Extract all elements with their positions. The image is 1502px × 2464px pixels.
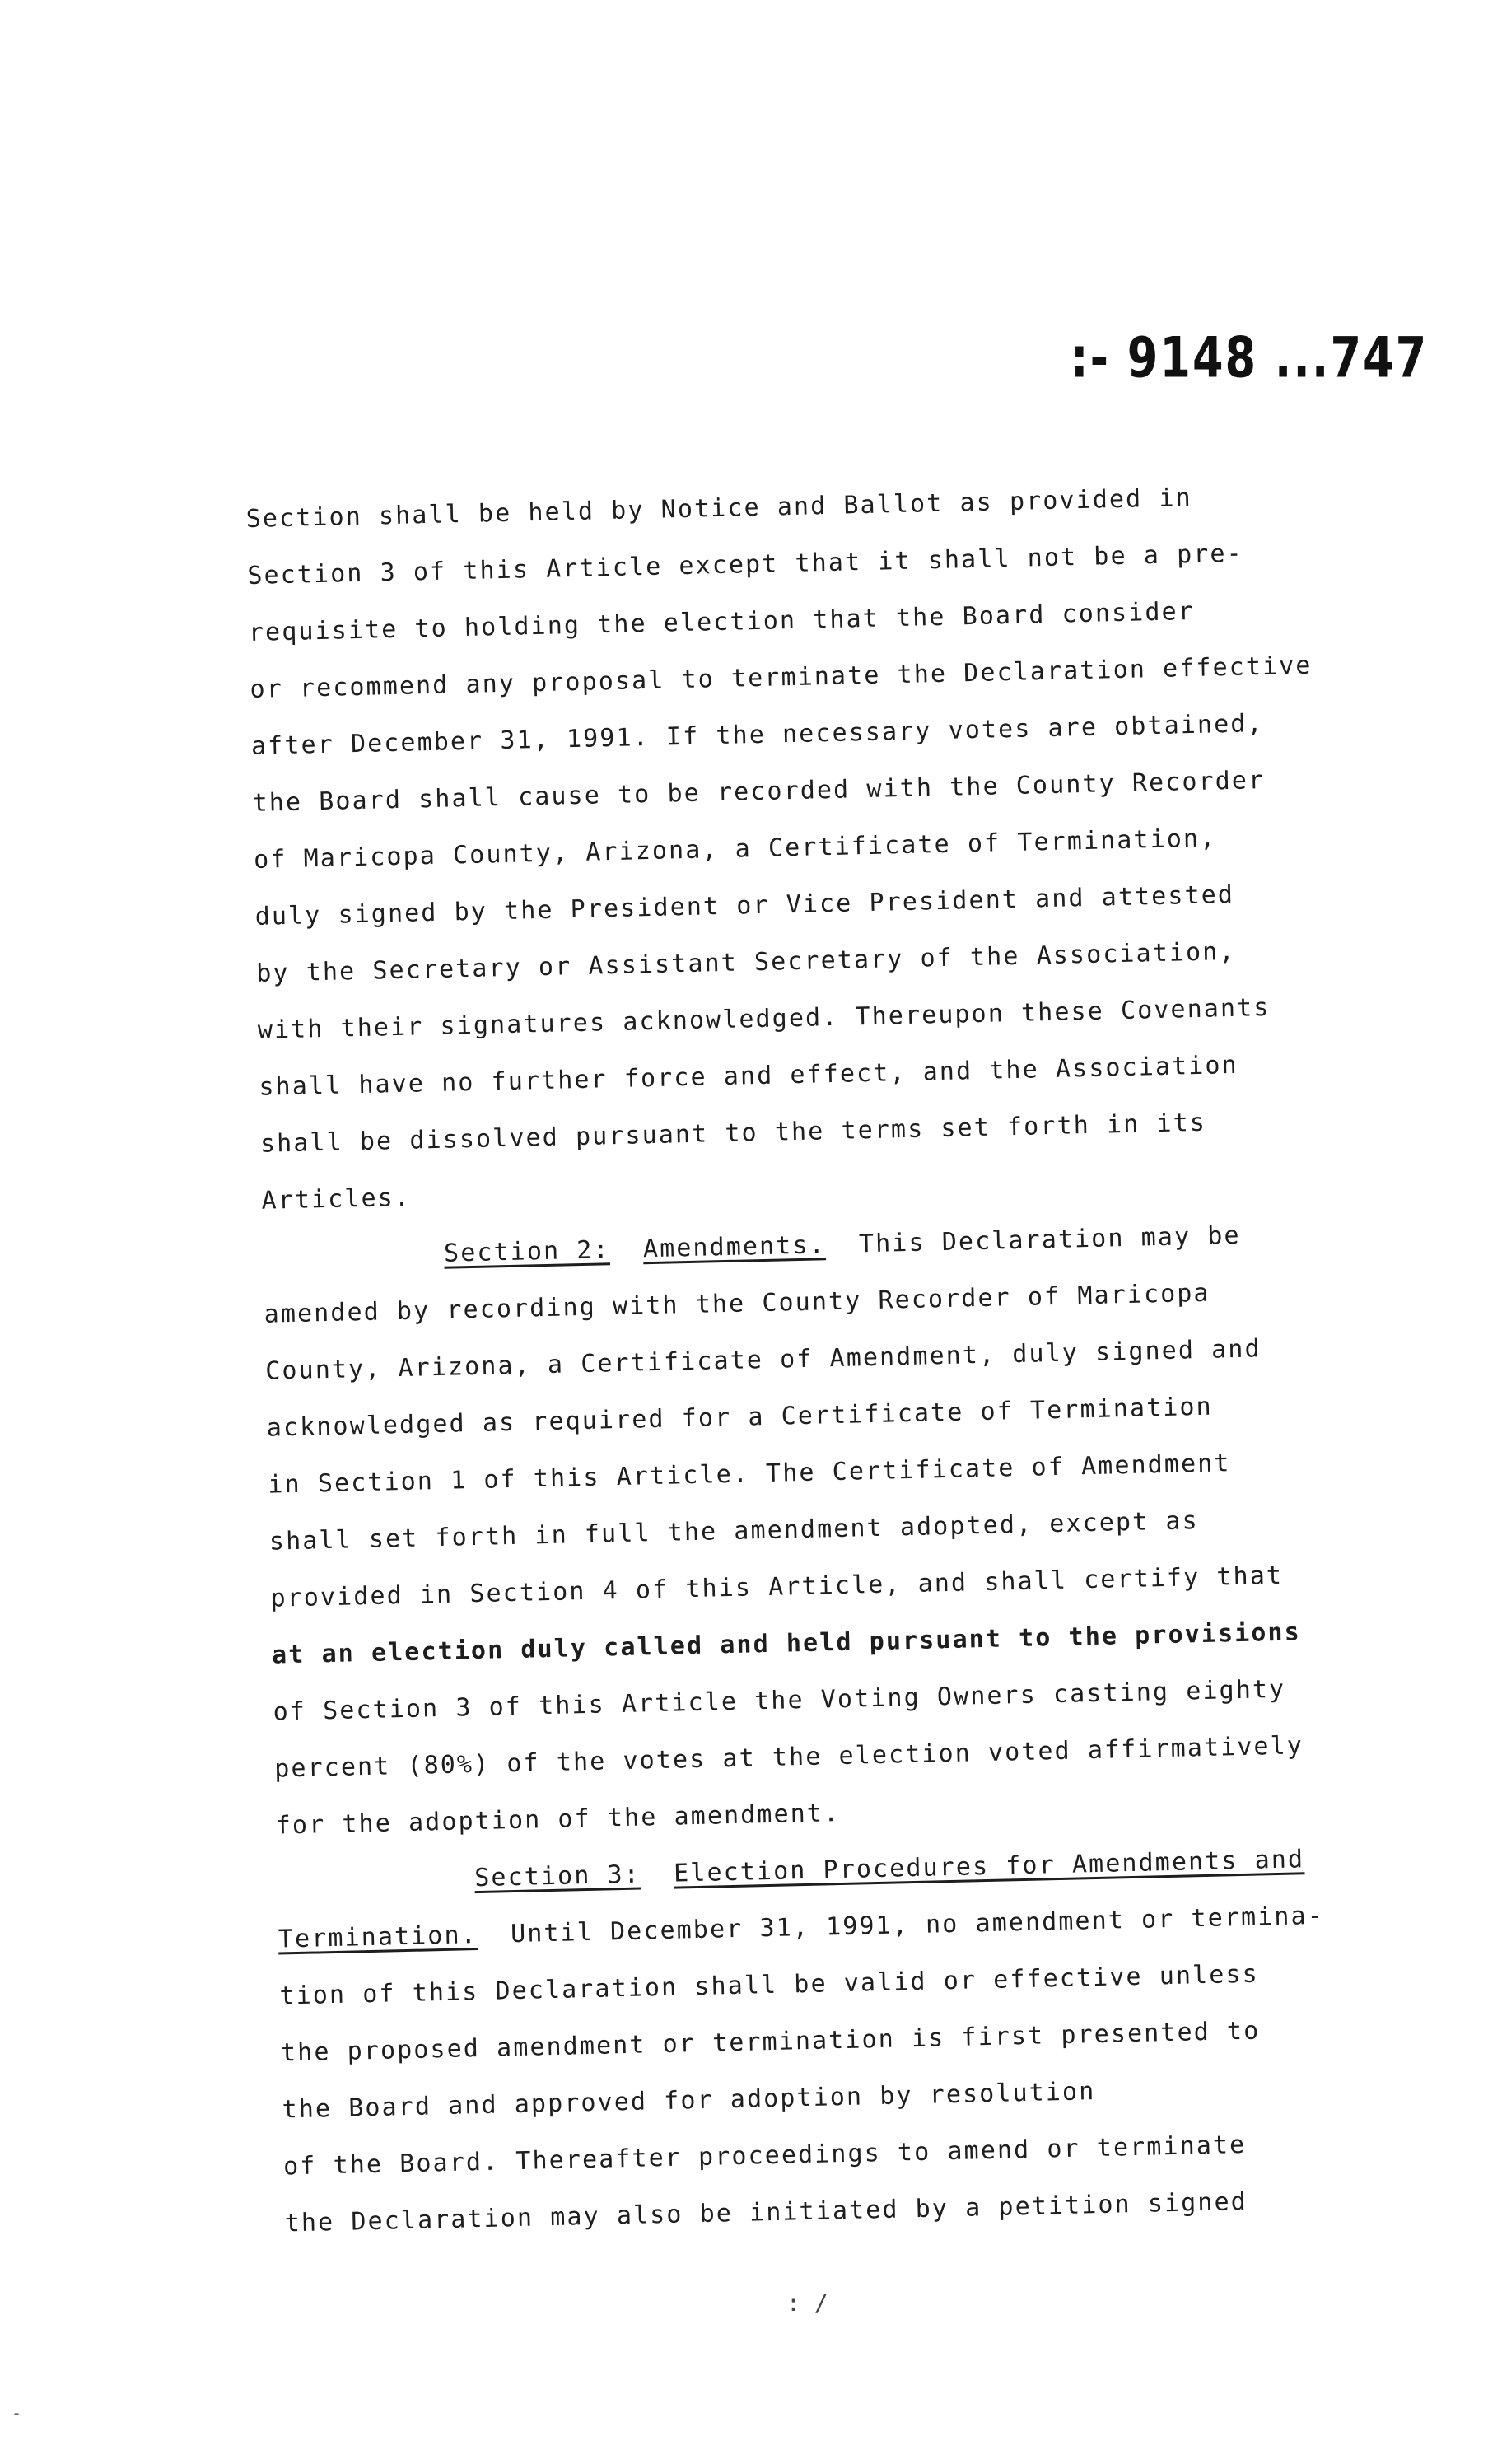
text-line: percent (80%) of the votes at the election voted affirmatively [273, 1731, 1304, 1784]
section-3-title-cont: Termination. [278, 1920, 478, 1954]
text-line: of Maricopa County, Arizona, a Certificate of Termination, [253, 824, 1217, 875]
text-line: amended by recording with the County Recorder of Maricopa [264, 1278, 1211, 1329]
text-line: shall have no further force and effect, and the Association [259, 1050, 1239, 1102]
text-line: after December 31, 1991. If the necessary votes are obtained, [250, 709, 1264, 761]
text-line: or recommend any proposal to terminate the Declaration effective [250, 651, 1313, 704]
text-line: the proposed amendment or termination is first presented to [280, 2016, 1261, 2068]
text-line: shall set forth in full the amendment adopted, except as [268, 1506, 1200, 1556]
text-line: duly signed by the President or Vice President and attested [254, 880, 1235, 931]
section-3-heading: Section 3: [473, 1860, 641, 1893]
text-line: acknowledged as required for a Certificate of Termination [266, 1392, 1214, 1443]
body-text [245, 465, 1405, 2252]
text-line: the Declaration may also be initiated by a petition signed [284, 2186, 1248, 2238]
text-line: with their signatures acknowledged. Thereupon these Covenants [257, 992, 1271, 1045]
text-line: requisite to holding the election that the Board consider [248, 596, 1196, 647]
section-2-first-line: This Declaration may be [858, 1220, 1242, 1259]
footer-mark: : / [786, 2289, 828, 2317]
text-line: Section 3 of this Article except that it shall not be a pre- [246, 539, 1244, 590]
edge-mark: - [12, 2403, 22, 2423]
text-line: at an election duly called and held pursuant to the provisions [271, 1617, 1302, 1670]
text-line: the Board and approved for adoption by resolution [282, 2077, 1096, 2125]
text-line: in Section 1 of this Article. The Certificate of Amendment [267, 1449, 1231, 1500]
text-line: tion of this Declaration shall be valid or effective unless [279, 1959, 1260, 2011]
text-line: Articles. [261, 1183, 412, 1216]
section-3-title: Election Procedures for Amendments and [673, 1845, 1305, 1888]
text-line: by the Secretary or Assistant Secretary of the Association, [255, 936, 1236, 988]
section-3-first-line: Until December 31, 1991, no amendment or termina- [510, 1901, 1325, 1949]
text-line: shall be dissolved pursuant to the terms set forth in its [259, 1108, 1207, 1159]
text-line: County, Arizona, a Certificate of Amendment, duly signed and [264, 1334, 1262, 1386]
page-number: :- 9148 ...747 [1071, 325, 1429, 390]
text-line: for the adoption of the amendment. [275, 1799, 841, 1841]
text-line: provided in Section 4 of this Article, and shall certify that [270, 1561, 1284, 1613]
text-line: of the Board. Thereafter proceedings to amend or terminate [282, 2130, 1247, 2182]
text-line: Section shall be held by Notice and Ballot as provided in [245, 483, 1193, 534]
section-2-heading: Section 2: [443, 1235, 611, 1268]
text-line: the Board shall cause to be recorded with the County Recorder [252, 766, 1266, 818]
section-2-title: Amendments. [642, 1230, 827, 1264]
text-line: of Section 3 of this Article the Voting Owners casting eighty [273, 1674, 1286, 1727]
